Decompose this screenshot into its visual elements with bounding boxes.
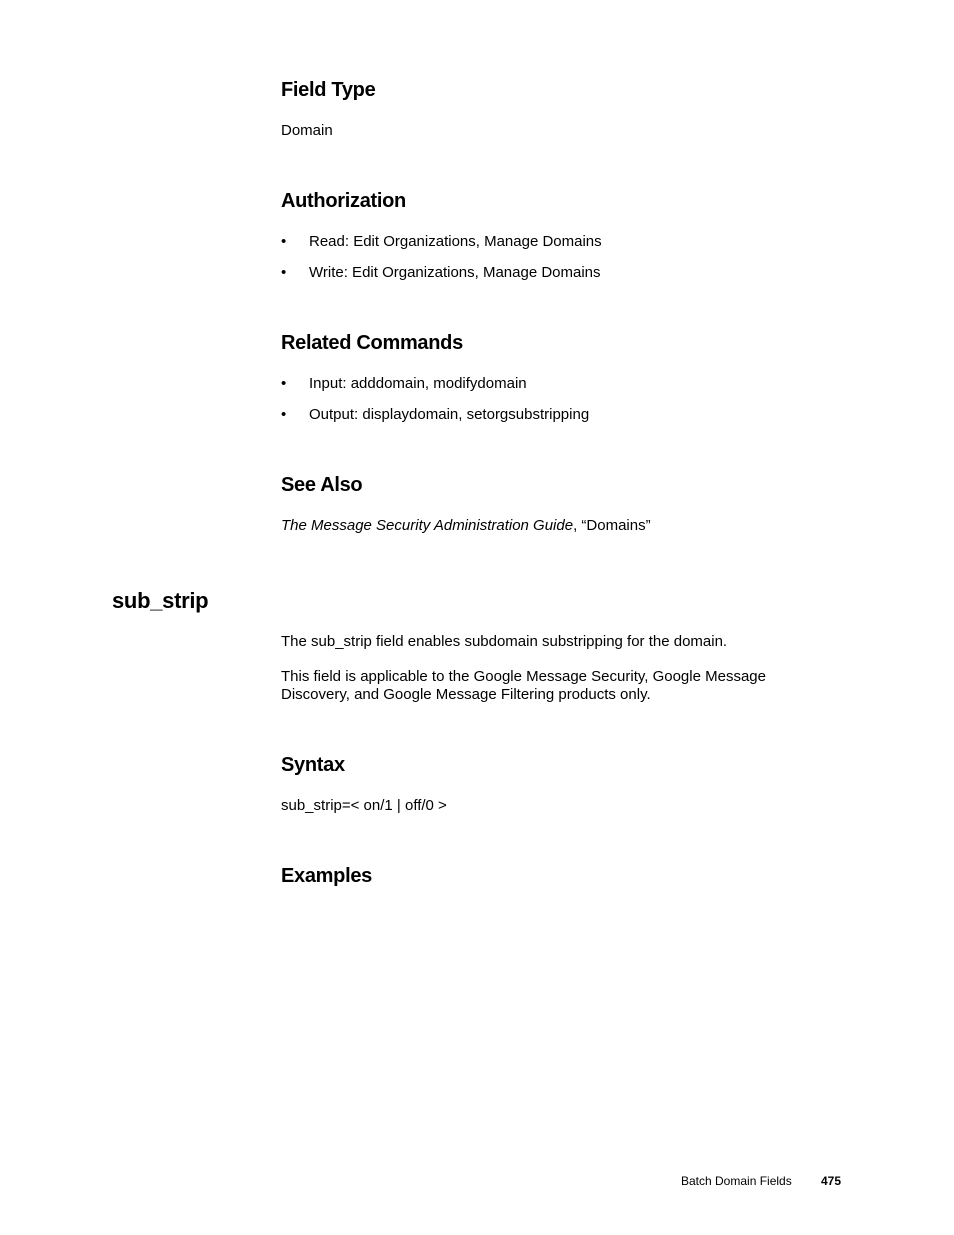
see-also-guide-suffix: , “Domains”: [573, 517, 651, 534]
related-commands-heading: Related Commands: [281, 332, 463, 354]
related-command-output: Output: displaydomain, setorgsubstripping: [309, 406, 590, 423]
footer-chapter-title: Batch Domain Fields: [681, 1174, 792, 1188]
bullet-icon: •: [281, 406, 287, 423]
authorization-heading: Authorization: [281, 190, 406, 212]
field-type-heading: Field Type: [281, 79, 376, 101]
examples-heading: Examples: [281, 865, 372, 887]
bullet-icon: •: [281, 233, 287, 250]
sub-strip-applicability-line1: This field is applicable to the Google Message Security, Google Message: [281, 668, 766, 685]
see-also-heading: See Also: [281, 474, 363, 496]
syntax-heading: Syntax: [281, 754, 345, 776]
bullet-icon: •: [281, 264, 287, 281]
page-number: 475: [821, 1174, 842, 1188]
bullet-icon: •: [281, 375, 287, 392]
field-type-value: Domain: [281, 122, 333, 139]
see-also-guide-title: The Message Security Administration Guide: [281, 517, 574, 534]
authorization-write: Write: Edit Organizations, Manage Domains: [309, 264, 601, 281]
syntax-value: sub_strip=< on/1 | off/0 >: [281, 797, 447, 814]
see-also-reference: [281, 517, 651, 535]
related-command-input: Input: adddomain, modifydomain: [309, 375, 527, 392]
authorization-read: Read: Edit Organizations, Manage Domains: [309, 233, 602, 250]
sub-strip-heading: sub_strip: [112, 588, 209, 613]
sub-strip-applicability-line2: Discovery, and Google Message Filtering products only.: [281, 686, 651, 703]
sub-strip-description: The sub_strip field enables subdomain substripping for the domain.: [281, 633, 728, 650]
